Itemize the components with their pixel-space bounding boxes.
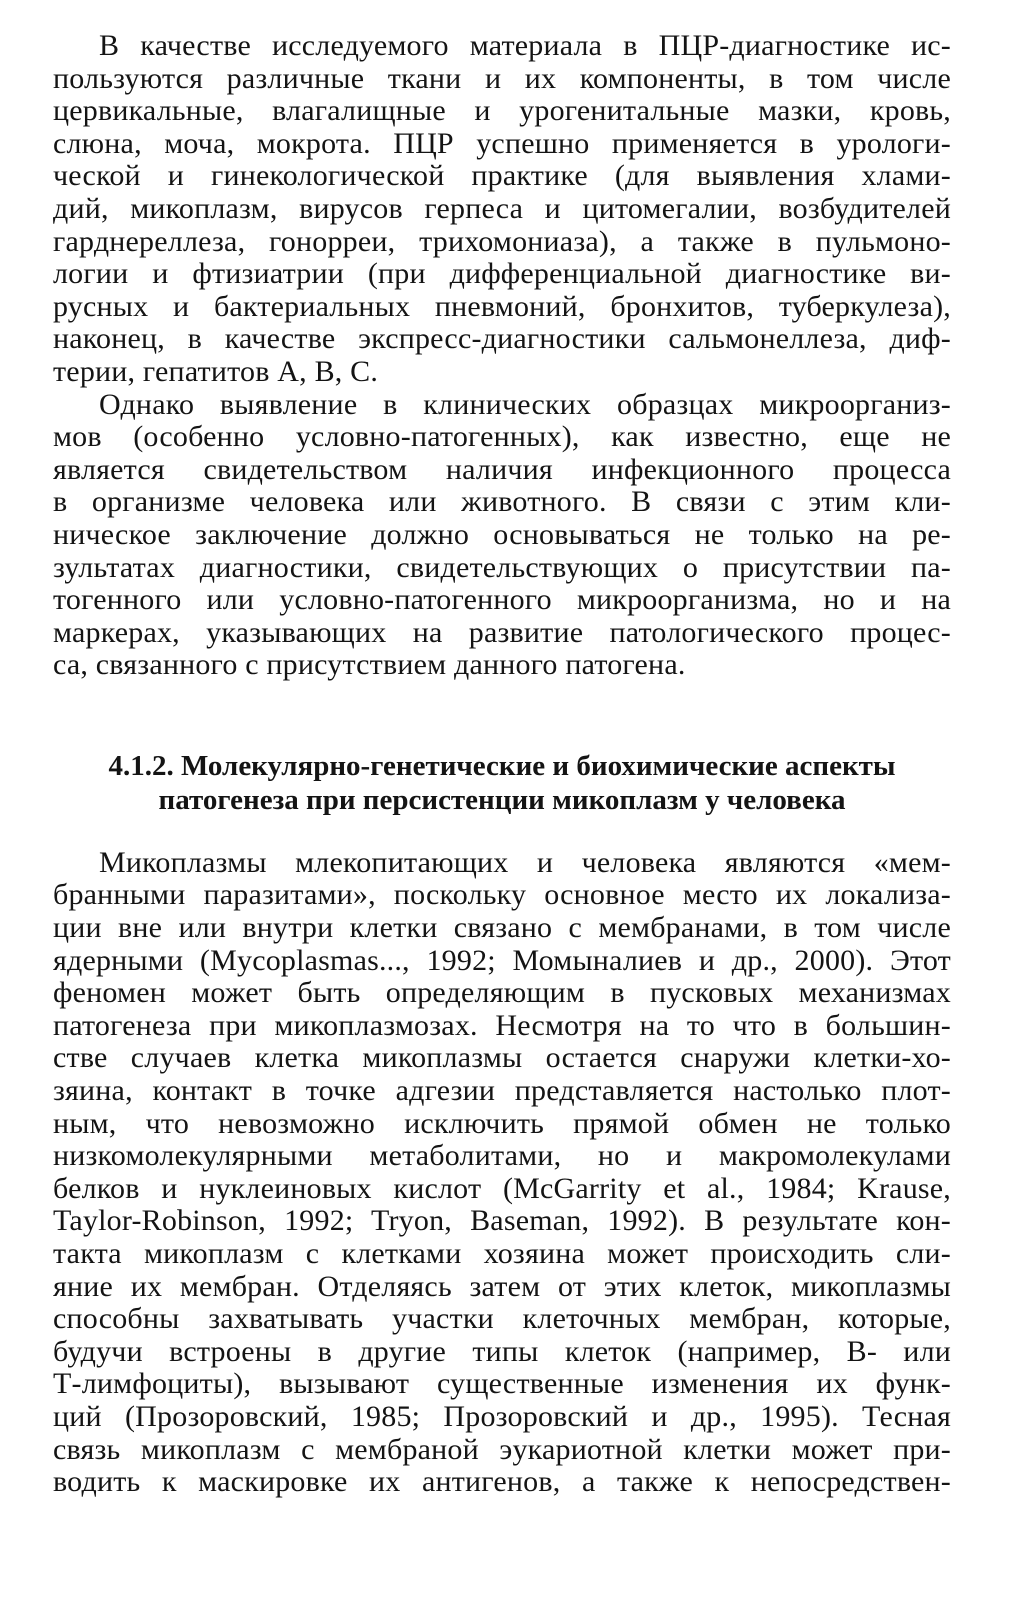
- text-line: низкомолекулярными метаболитами, но и макромолекулами: [53, 1139, 951, 1173]
- paragraph-pcr-materials: [53, 30, 951, 389]
- text-line: логии и фтизиатрии (при дифференциальной диагностике ви-: [53, 257, 951, 291]
- text-line: стве случаев клетка микоплазмы остается снаружи клетки-хо-: [53, 1041, 951, 1075]
- text-line: связь микоплазм с мембраной эукариотной клетки может при-: [53, 1432, 951, 1466]
- text-line: способны захватывать участки клеточных мембран, которые,: [53, 1302, 951, 1336]
- text-line: ций (Прозоровский, 1985; Прозоровский и др., 1995). Тесная: [53, 1399, 951, 1433]
- paragraph-mycoplasma-membranes: [53, 847, 951, 1499]
- text-line: водить к маскировке их антигенов, а также к непосредствен-: [53, 1465, 951, 1499]
- text-line: феномен может быть определяющим в пусковых механизмах: [53, 976, 951, 1010]
- text-line: русных и бактериальных пневмоний, бронхитов, туберкулеза),: [53, 289, 951, 323]
- text-line: в организме человека или животного. В связи с этим кли-: [53, 485, 951, 519]
- text-line: Микоплазмы млекопитающих и человека являются «мем-: [99, 845, 951, 879]
- text-line: цервикальные, влагалищные и урогенитальные мазки, кровь,: [53, 94, 951, 128]
- section-heading: [53, 749, 951, 817]
- text-line: зультатах диагностики, свидетельствующих о присутствии па-: [53, 550, 951, 584]
- paragraph-clinical-conclusion: [53, 389, 951, 682]
- text-line: Taylor-Robinson, 1992; Tryon, Baseman, 1992). В результате кон-: [53, 1204, 951, 1238]
- text-line: ным, что невозможно исключить прямой обмен не только: [53, 1106, 951, 1140]
- text-line: является свидетельством наличия инфекционного процесса: [53, 452, 951, 486]
- text-line: пользуются различные ткани и их компоненты, в том числе: [53, 61, 951, 95]
- text-line: дий, микоплазм, вирусов герпеса и цитомегалии, возбудителей: [53, 191, 951, 225]
- text-line: слюна, моча, мокрота. ПЦР успешно применяется в урологи-: [53, 126, 951, 160]
- text-line: будучи встроены в другие типы клеток (например, В- или: [53, 1334, 951, 1368]
- text-line: Т-лимфоциты), вызывают существенные изменения их функ-: [53, 1367, 951, 1401]
- text-line: маркерах, указывающих на развитие патологического процес-: [53, 615, 951, 649]
- text-line: наконец, в качестве экспресс-диагностики сальмонеллеза, диф-: [53, 322, 951, 356]
- text-line: яние их мембран. Отделяясь затем от этих клеток, микоплазмы: [53, 1269, 951, 1303]
- text-line: гарднереллеза, гонорреи, трихомониаза), а также в пульмоно-: [53, 224, 951, 258]
- text-line: ническое заключение должно основываться не только на ре-: [53, 517, 951, 551]
- text-line: такта микоплазм с клетками хозяина может происходить сли-: [53, 1237, 951, 1270]
- text-line: ядерными (Mycoplasmas..., 1992; Момыналиев и др., 2000). Этот: [53, 943, 951, 977]
- text-line: ческой и гинекологической практике (для выявления хлами-: [53, 159, 951, 193]
- text-line: терии, гепатитов А, В, С.: [53, 354, 379, 388]
- text-line: Однако выявление в клинических образцах микроорганиз-: [99, 387, 951, 421]
- section-heading-line: 4.1.2. Молекулярно-генетические и биохимические аспекты: [108, 749, 896, 782]
- text-line: бранными паразитами», поскольку основное место их локализа-: [53, 878, 951, 912]
- text-line: белков и нуклеиновых кислот (McGarrity et al., 1984; Krause,: [53, 1171, 951, 1205]
- text-line: са, связанного с присутствием данного патогена.: [53, 648, 686, 682]
- section-heading-line: патогенеза при персистенции микоплазм у человека: [158, 783, 846, 816]
- document-page: [53, 30, 951, 1499]
- text-line: В качестве исследуемого материала в ПЦР-диагностике ис-: [99, 29, 951, 62]
- text-line: мов (особенно условно-патогенных), как известно, еще не: [53, 420, 951, 454]
- text-line: патогенеза при микоплазмозах. Несмотря на то что в большин-: [53, 1008, 951, 1042]
- text-line: зяина, контакт в точке адгезии представляется настолько плот-: [53, 1074, 951, 1108]
- text-line: тогенного или условно-патогенного микроорганизма, но и на: [53, 583, 951, 617]
- text-line: ции вне или внутри клетки связано с мембранами, в том числе: [53, 911, 951, 945]
